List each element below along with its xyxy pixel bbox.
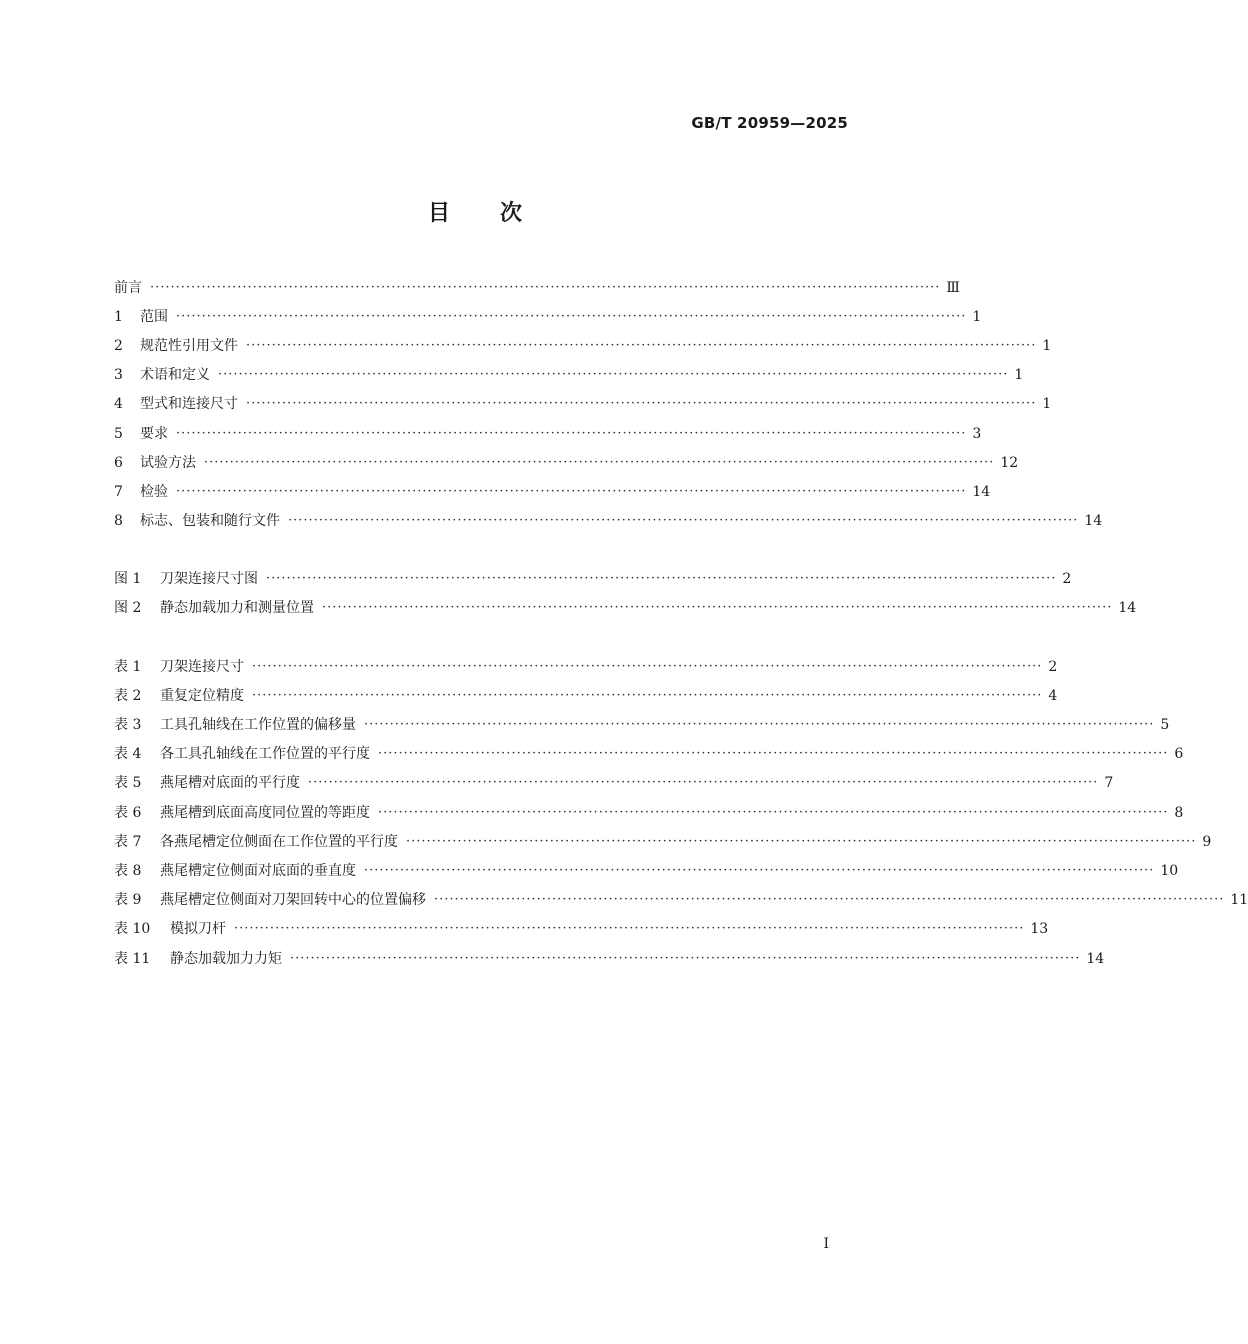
- toc-entry-table[interactable]: [114, 681, 1058, 710]
- toc-entry-number: 表 6: [114, 804, 142, 821]
- toc-entry-page: 1: [1042, 337, 1052, 354]
- dot-leader: ··························································································································································: [150, 279, 941, 295]
- dot-leader: ··························································································································································: [246, 337, 1037, 353]
- toc-entry-number: 1: [114, 308, 123, 325]
- toc-entry-number: 6: [114, 454, 123, 471]
- toc-entry-page: 3: [972, 425, 982, 442]
- toc-entry-chapter[interactable]: [114, 361, 1024, 390]
- toc-entry-number: 7: [114, 483, 123, 500]
- toc-entry-number: 表 10: [114, 921, 151, 938]
- dot-leader: ··························································································································································: [364, 717, 1155, 733]
- toc-entry-table[interactable]: [114, 769, 1114, 798]
- toc-entry-number: 2: [114, 337, 123, 354]
- page-title-part2: 次: [500, 201, 523, 226]
- toc-entry-title: 各燕尾槽定位侧面在工作位置的平行度: [160, 833, 398, 850]
- toc-entry-page: 2: [1062, 571, 1072, 588]
- dot-leader: ··························································································································································: [176, 483, 967, 499]
- toc-entry-title: 燕尾槽定位侧面对底面的垂直度: [160, 862, 356, 879]
- toc-entry-title: 检验: [140, 483, 168, 500]
- dot-leader: ··························································································································································: [378, 746, 1169, 762]
- page-title: [0, 196, 950, 227]
- dot-leader: ··························································································································································: [218, 367, 1009, 383]
- toc-entry-number: 3: [114, 367, 123, 384]
- dot-leader: ··························································································································································: [406, 833, 1197, 849]
- toc-entry-title: 模拟刀杆: [170, 921, 226, 938]
- toc-entry-title: 型式和连接尺寸: [140, 396, 238, 413]
- toc-entry-page: 5: [1160, 717, 1170, 734]
- toc-entry-page: 12: [1000, 454, 1019, 471]
- toc-entry-table[interactable]: [114, 827, 1212, 856]
- toc-entry-number: 表 3: [114, 717, 142, 734]
- toc-entry-number: 4: [114, 396, 123, 413]
- toc-entry-title: 燕尾槽定位侧面对刀架回转中心的位置偏移: [160, 892, 426, 909]
- toc-entry-page: 7: [1104, 775, 1114, 792]
- toc-entry-figure[interactable]: [114, 565, 1072, 594]
- dot-leader: ··························································································································································: [288, 513, 1079, 529]
- page-number: I: [823, 1236, 829, 1252]
- toc-entry-page: 6: [1174, 746, 1184, 763]
- toc-entry-number: 表 4: [114, 746, 142, 763]
- toc-entry-title: 重复定位精度: [160, 687, 244, 704]
- toc-entry-table[interactable]: [114, 740, 1184, 769]
- toc-entry-number: 图 2: [114, 600, 142, 617]
- dot-leader: ··························································································································································: [246, 396, 1037, 412]
- toc-entry-title: 燕尾槽到底面高度同位置的等距度: [160, 804, 370, 821]
- toc-entry-number: 表 1: [114, 658, 142, 675]
- dot-leader: ··························································································································································: [434, 892, 1225, 908]
- toc-entry-table[interactable]: [114, 652, 1058, 681]
- toc-entry-page: 10: [1160, 862, 1179, 879]
- toc-entry-title: 静态加载加力力矩: [170, 950, 282, 967]
- toc-entry-page: 11: [1230, 892, 1248, 909]
- toc-entry-page: 14: [1118, 600, 1137, 617]
- toc-entry-title: 要求: [140, 425, 168, 442]
- toc-entry-title: 静态加载加力和测量位置: [160, 600, 314, 617]
- toc-entry-number: 8: [114, 513, 123, 530]
- toc-entry-number: 表 8: [114, 862, 142, 879]
- dot-leader: ··························································································································································: [204, 454, 995, 470]
- toc-entry-title: 规范性引用文件: [140, 337, 238, 354]
- toc-entry-page: 8: [1174, 804, 1184, 821]
- toc-entry-title: 刀架连接尺寸: [160, 658, 244, 675]
- dot-leader: ··························································································································································: [176, 308, 967, 324]
- toc-entry-figure[interactable]: [114, 594, 1137, 623]
- table-of-contents: [114, 273, 1248, 973]
- dot-leader: ··························································································································································: [322, 600, 1113, 616]
- dot-leader: ··························································································································································: [308, 775, 1099, 791]
- dot-leader: ··························································································································································: [176, 425, 967, 441]
- toc-entry-page: 1: [1042, 396, 1052, 413]
- toc-entry-number: 5: [114, 425, 123, 442]
- toc-entry-chapter[interactable]: [114, 419, 982, 448]
- toc-entry-table[interactable]: [114, 856, 1179, 885]
- toc-entry-page: 13: [1030, 921, 1049, 938]
- toc-entry-chapter[interactable]: [114, 390, 1052, 419]
- toc-entry-chapter[interactable]: [114, 507, 1103, 536]
- toc-entry-number: 表 9: [114, 892, 142, 909]
- toc-entry-number: 表 2: [114, 687, 142, 704]
- toc-entry-page: 4: [1048, 687, 1058, 704]
- toc-entry-number: 图 1: [114, 571, 142, 588]
- dot-leader: ··························································································································································: [252, 687, 1043, 703]
- standard-code: GB/T 20959—2025: [691, 114, 848, 132]
- toc-entry-title: 标志、包装和随行文件: [140, 513, 280, 530]
- dot-leader: ··························································································································································: [266, 571, 1057, 587]
- page-title-part1: 目: [427, 201, 450, 226]
- toc-entry-table[interactable]: [114, 710, 1170, 739]
- dot-leader: ··························································································································································: [234, 921, 1025, 937]
- toc-entry-title: 术语和定义: [140, 367, 210, 384]
- toc-entry-page: Ⅲ: [946, 279, 960, 296]
- toc-entry-page: 1: [972, 308, 982, 325]
- toc-entry-title: 燕尾槽对底面的平行度: [160, 775, 300, 792]
- toc-entry-title: 工具孔轴线在工作位置的偏移量: [160, 717, 356, 734]
- toc-entry-number: 表 5: [114, 775, 142, 792]
- toc-entry-title: 前言: [114, 279, 142, 296]
- toc-entry-number: 表 7: [114, 833, 142, 850]
- toc-entry-foreword[interactable]: [114, 273, 960, 302]
- toc-entry-chapter[interactable]: [114, 477, 991, 506]
- toc-entry-page: 14: [1084, 513, 1103, 530]
- toc-entry-number: 表 11: [114, 950, 151, 967]
- toc-entry-title: 范围: [140, 308, 168, 325]
- dot-leader: ··························································································································································: [364, 862, 1155, 878]
- toc-entry-page: 14: [972, 483, 991, 500]
- toc-entry-page: 2: [1048, 658, 1058, 675]
- dot-leader: ··························································································································································: [378, 804, 1169, 820]
- toc-entry-title: 各工具孔轴线在工作位置的平行度: [160, 746, 370, 763]
- toc-entry-table[interactable]: [114, 798, 1184, 827]
- dot-leader: ··························································································································································: [290, 950, 1081, 966]
- toc-entry-title: 刀架连接尺寸图: [160, 571, 258, 588]
- toc-entry-table[interactable]: [114, 915, 1049, 944]
- dot-leader: ··························································································································································: [252, 658, 1043, 674]
- toc-entry-chapter[interactable]: [114, 302, 982, 331]
- toc-entry-title: 试验方法: [140, 454, 196, 471]
- toc-entry-table[interactable]: [114, 944, 1105, 973]
- toc-entry-page: 9: [1202, 833, 1212, 850]
- toc-entry-page: 1: [1014, 367, 1024, 384]
- toc-entry-page: 14: [1086, 950, 1105, 967]
- toc-entry-chapter[interactable]: [114, 448, 1019, 477]
- toc-entry-chapter[interactable]: [114, 331, 1052, 360]
- toc-entry-table[interactable]: [114, 886, 1248, 915]
